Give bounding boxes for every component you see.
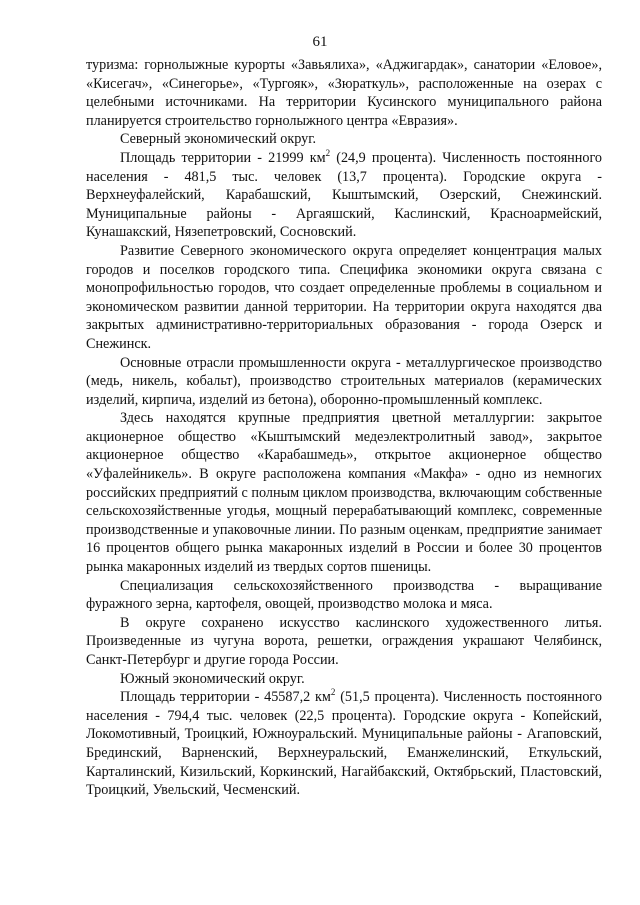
paragraph-southern-area-start: Площадь территории - 45587,2 км <box>120 689 331 706</box>
paragraph-southern-area <box>86 688 602 800</box>
paragraph-northern-industries: Основные отрасли промышленности округа - металлургическое производство (медь, никель, кобальт), производство строительных материалов (керамических изделий, кирпича, изделий из бетона), оборонно-промышленный комплекс. <box>86 354 602 408</box>
paragraph-northern-area-start: Площадь территории - 21999 км <box>120 149 326 166</box>
superscript-square: 2 <box>325 147 331 158</box>
paragraph-northern-agriculture: Специализация сельскохозяйственного производства - выращивание фуражного зерна, картофеля, овощей, производство молока и мяса. <box>86 577 602 613</box>
page-number: 61 <box>312 34 328 50</box>
paragraph-northern-enterprises: Здесь находятся крупные предприятия цветной металлургии: закрытое акционерное общество «Кыштымский медеэлектролитный завод», закрытое акционерное общество «Карабашмедь», открытое акционерное общество «Уфалейникель». В округе расположена компания «Макфа» - одно из немногих российских предприятий с полным циклом производства, включающим собственные сельскохозяйственные угодья, мощный перерабатывающий комплекс, современные производственные и упаковочные линии. По разным оценкам, предприятие занимает 16 процентов общего рынка макаронных изделий в России и более 30 процентов рынка макаронных изделий из твердых сортов пшеницы. <box>86 410 602 576</box>
paragraph-kasli-casting: В округе сохранено искусство каслинского художественного литья. Произведенные из чугуна ворота, решетки, ограждения украшают Челябинск, Санкт-Петербург и другие города России. <box>86 614 602 668</box>
paragraph-tourism-resorts: туризма: горнолыжные курорты «Завьялиха», «Аджигардак», санатории «Еловое», «Кисегач», «Синегорье», «Тургояк», «Зюраткуль», расположенные на озерах с целебными источниками. На территории Кусинского муниципального района планируется строительство горнолыжного центра «Евразия». <box>86 57 602 129</box>
heading-northern-district: Северный экономический округ. <box>120 131 317 148</box>
paragraph-southern-area-rest: (51,5 процента). Численность постоянного населения - 794,4 тыс. человек (22,5 процента). Городские округа - Копейский, Локомотивный, Троицкий, Южноуральский. Муниципальные районы - Агаповский, Брединский, Варненский, Верхнеуральский, Еманжелинский, Еткульский, Карталинский, Кизильский, Коркинский, Нагайбакский, Октябрьский, Пластовский, Троицкий, Увельский, Чесменский. <box>86 689 602 799</box>
paragraph-northern-area <box>86 149 602 242</box>
paragraph-northern-development: Развитие Северного экономического округа определяет концентрация малых городов и поселков городского типа. Специфика экономики округа связана с монопрофильностью городов, что создает определенные проблемы в социальном и экономическом развитии данной территории. На территории округа находятся два закрытых административно-территориальных образования - города Озерск и Снежинск. <box>86 242 602 352</box>
superscript-square: 2 <box>330 687 336 698</box>
paragraph-northern-area-rest: (24,9 процента). Численность постоянного населения - 481,5 тыс. человек (13,7 процента). Городские округа - Верхнеуфалейский, Карабашский, Кыштымский, Озерский, Снежинский. Муниципальные районы - Аргаяшский, Каслинский, Красноармейский, Кунашакский, Нязепетровский, Сосновский. <box>86 149 602 241</box>
heading-southern-district: Южный экономический округ. <box>120 670 305 687</box>
body-text <box>86 56 602 800</box>
